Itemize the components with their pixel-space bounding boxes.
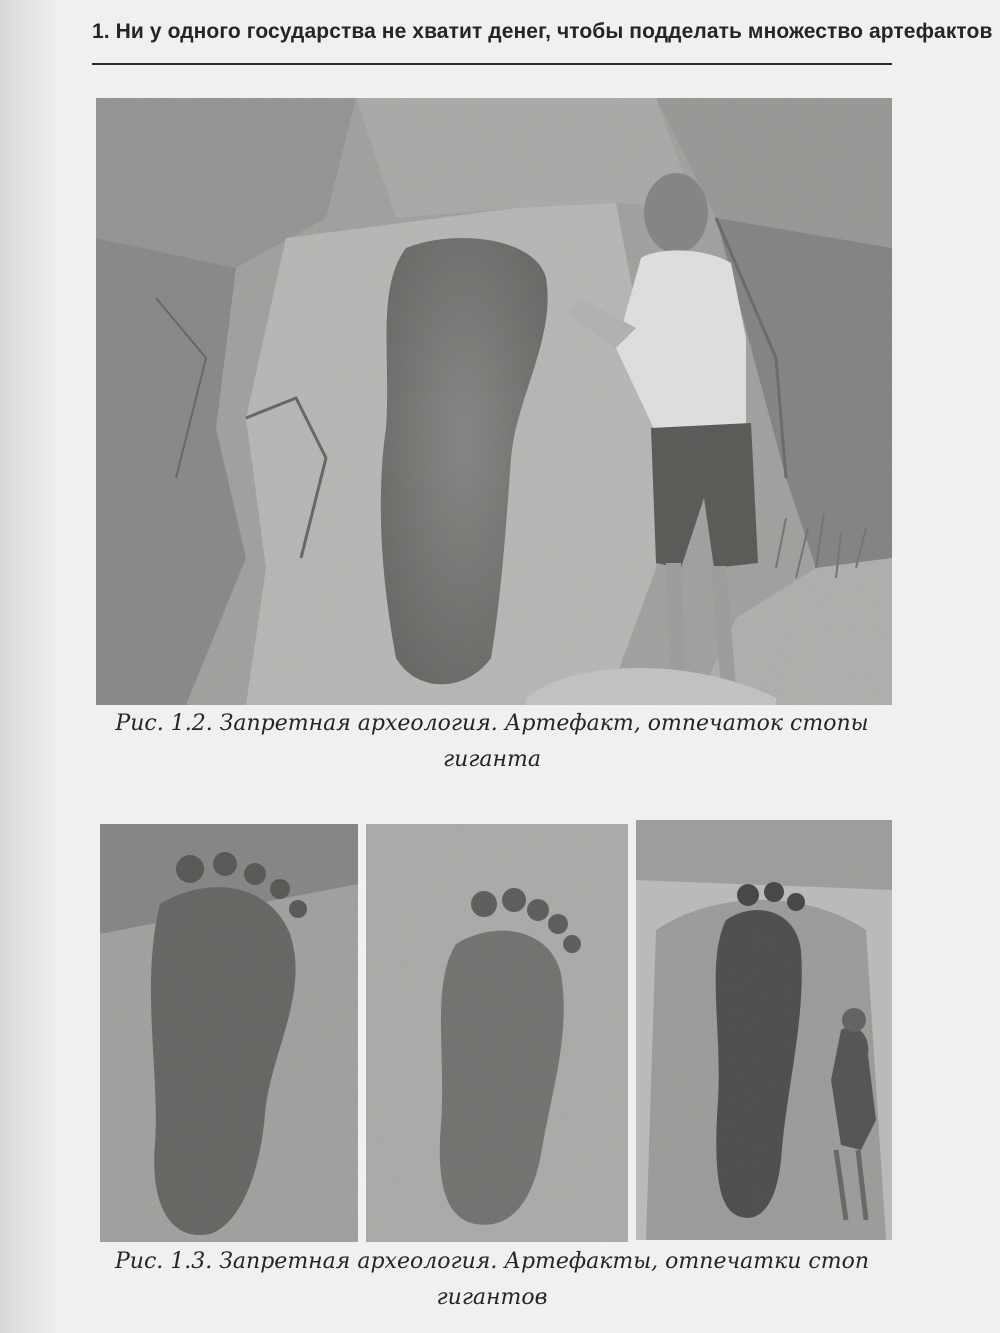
figure-1-2-caption-line-2-visible: гиганта [443, 747, 541, 772]
figure-1-2-illustration [96, 98, 892, 705]
figure-1-3-photo-middle [366, 824, 628, 1242]
figure-1-3-photo-left [100, 824, 358, 1242]
figure-1-2-caption [92, 706, 892, 778]
header-rule [92, 63, 892, 65]
figure-1-3-photo-right [636, 820, 892, 1240]
running-head: 1. Ни у одного государства не хватит денег, чтобы подделать множество артефактов [92, 20, 993, 43]
figure-1-2-photo [96, 98, 892, 705]
figure-1-3-caption-line-1: Рис. 1.3. Запретная археология. Артефакты, отпечатки стоп [114, 1249, 870, 1274]
page-edge-shadow [0, 0, 60, 1333]
figure-1-3-caption [92, 1244, 892, 1316]
figure-1-2-caption-line-1: Рис. 1.2. Запретная археология. Артефакт, отпечаток стопы [115, 711, 869, 736]
footprint-illustration-right [636, 820, 892, 1240]
footprint-illustration-middle [366, 824, 628, 1242]
footprint-illustration-left [100, 824, 358, 1242]
figure-1-3-caption-line-2: гигантов [436, 1285, 548, 1310]
